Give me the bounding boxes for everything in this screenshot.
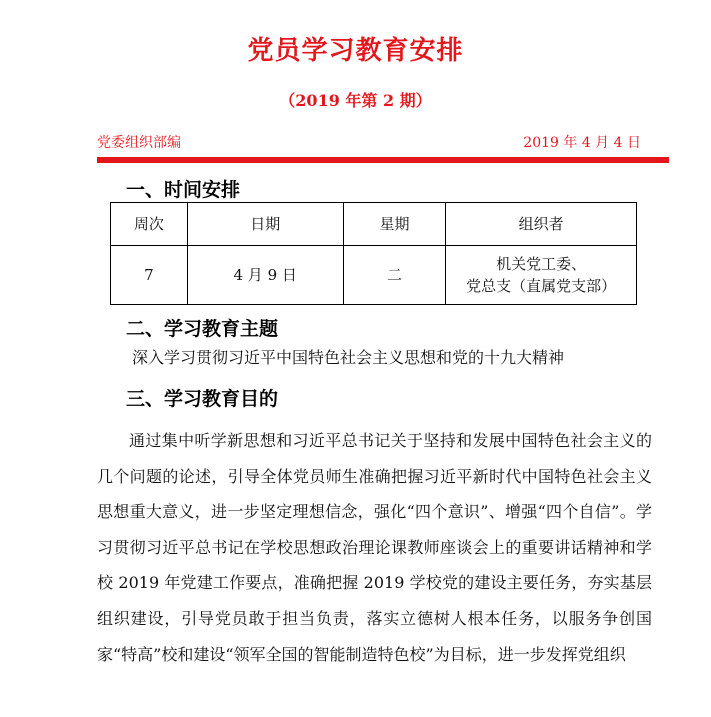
section-heading-theme: 二、学习教育主题 — [126, 318, 279, 340]
column-header-week: 周次 — [111, 203, 188, 246]
column-header-weekday: 星期 — [343, 203, 446, 246]
organizer-line-2: 党总支（直属党支部） — [466, 277, 617, 295]
column-header-date: 日期 — [187, 203, 343, 246]
document-title: 党员学习教育安排 — [247, 36, 464, 66]
table-row — [111, 246, 637, 305]
cell-date: 4 月 9 日 — [187, 246, 343, 305]
table-header-row — [111, 203, 637, 246]
publisher-department: 党委组织部编 — [97, 135, 181, 151]
cell-weekday: 二 — [343, 246, 446, 305]
cell-week: 7 — [111, 246, 188, 305]
organizer-line-1: 机关党工委、 — [496, 255, 587, 273]
section-heading-schedule: 一、时间安排 — [126, 179, 241, 201]
theme-text: 深入学习贯彻习近平中国特色社会主义思想和党的十九大精神 — [132, 348, 565, 367]
column-header-organizer: 组织者 — [446, 203, 637, 246]
cell-organizer — [446, 246, 637, 305]
schedule-table — [110, 202, 637, 305]
purpose-paragraph: 通过集中听学新思想和习近平总书记关于坚持和发展中国特色社会主义的几个问题的论述，引导全体党员师生准确把握习近平新时代中国特色社会主义思想重大意义，进一步坚定理想信念，强化“四个意识”、增强“四个自信”。学习贯彻习近平总书记在学校思想政治理论课教师座谈会上的重要讲话精神和学校 2019 年党建工作要点，准确把握 2019 学校党的建设主要任务，夯实基层组织建设，引导党员敢于担当负责，落实立德树人根本任务，以服务争创国家“特高”校和建设“领军全国的智能制造特色校”为目标，进一步发挥党组织 — [97, 431, 652, 664]
publish-date: 2019 年 4 月 4 日 — [523, 135, 641, 151]
header-divider — [97, 157, 669, 163]
section-heading-purpose: 三、学习教育目的 — [126, 388, 279, 410]
issue-number: （2019 年第 2 期） — [279, 91, 432, 110]
